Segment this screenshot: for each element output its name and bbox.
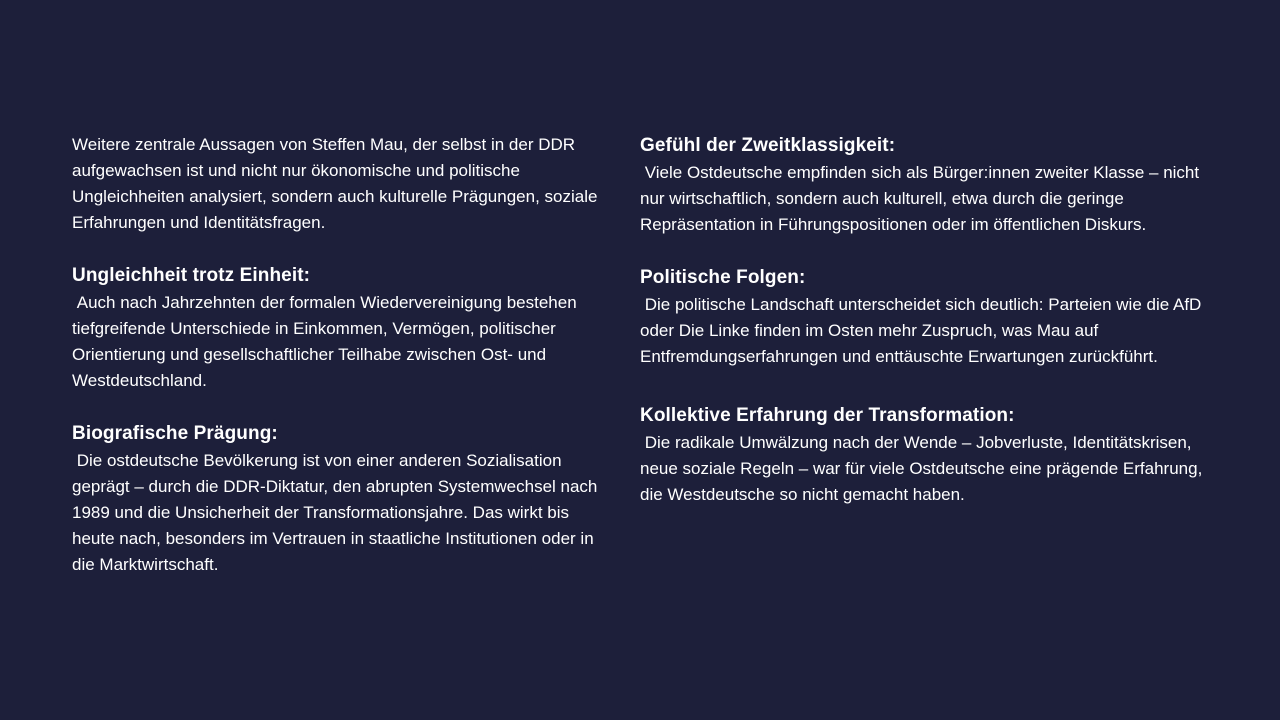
section-body: Viele Ostdeutsche empfinden sich als Bürger:innen zweiter Klasse – nicht nur wirtschaftlich, sondern auch kulturell, etwa durch die geringe Repräsentation in Führungspositionen oder im öffentlichen Diskurs.	[640, 163, 1204, 234]
intro-paragraph: Weitere zentrale Aussagen von Steffen Mau, der selbst in der DDR aufgewachsen ist und nicht nur ökonomische und politische Ungleichheiten analysiert, sondern auch kulturelle Prägungen, soziale Erfahrungen und Identitätsfragen.	[72, 135, 598, 232]
section-ungleichheit	[72, 262, 608, 394]
section-body: Die radikale Umwälzung nach der Wende – Jobverluste, Identitätskrisen, neue soziale Regeln – war für viele Ostdeutsche eine prägende Erfahrung, die Westdeutsche so nicht gemacht haben.	[640, 433, 1208, 504]
section-heading: Politische Folgen:	[640, 267, 806, 288]
section-heading: Kollektive Erfahrung der Transformation:	[640, 405, 1015, 426]
section-heading: Biografische Prägung:	[72, 423, 278, 444]
section-body: Die politische Landschaft unterscheidet sich deutlich: Parteien wie die AfD oder Die Linke finden im Osten mehr Zuspruch, was Mau auf Entfremdungserfahrungen und enttäuschte Erwartungen zurückführt.	[640, 295, 1207, 366]
section-heading: Ungleichheit trotz Einheit:	[72, 265, 311, 286]
section-politische-folgen	[640, 264, 1212, 370]
section-body: Die ostdeutsche Bevölkerung ist von einer anderen Sozialisation geprägt – durch die DDR-Diktatur, den abrupten Systemwechsel nach 1989 und die Unsicherheit der Transformationsjahre. Das wirkt bis heute nach, besonders im Vertrauen in staatliche Institutionen oder in die Marktwirtschaft.	[72, 451, 603, 574]
section-zweitklassigkeit	[640, 132, 1212, 238]
section-heading: Gefühl der Zweitklassigkeit:	[640, 135, 896, 156]
left-column	[72, 132, 608, 604]
section-kollektive-erfahrung	[640, 402, 1212, 508]
section-body: Auch nach Jahrzehnten der formalen Wiedervereinigung bestehen tiefgreifende Unterschiede in Einkommen, Vermögen, politischer Orientierung und gesellschaftlicher Teilhabe zwischen Ost- und Westdeutschland.	[72, 293, 582, 390]
section-biografische-praegung	[72, 420, 608, 578]
right-column	[640, 132, 1212, 534]
